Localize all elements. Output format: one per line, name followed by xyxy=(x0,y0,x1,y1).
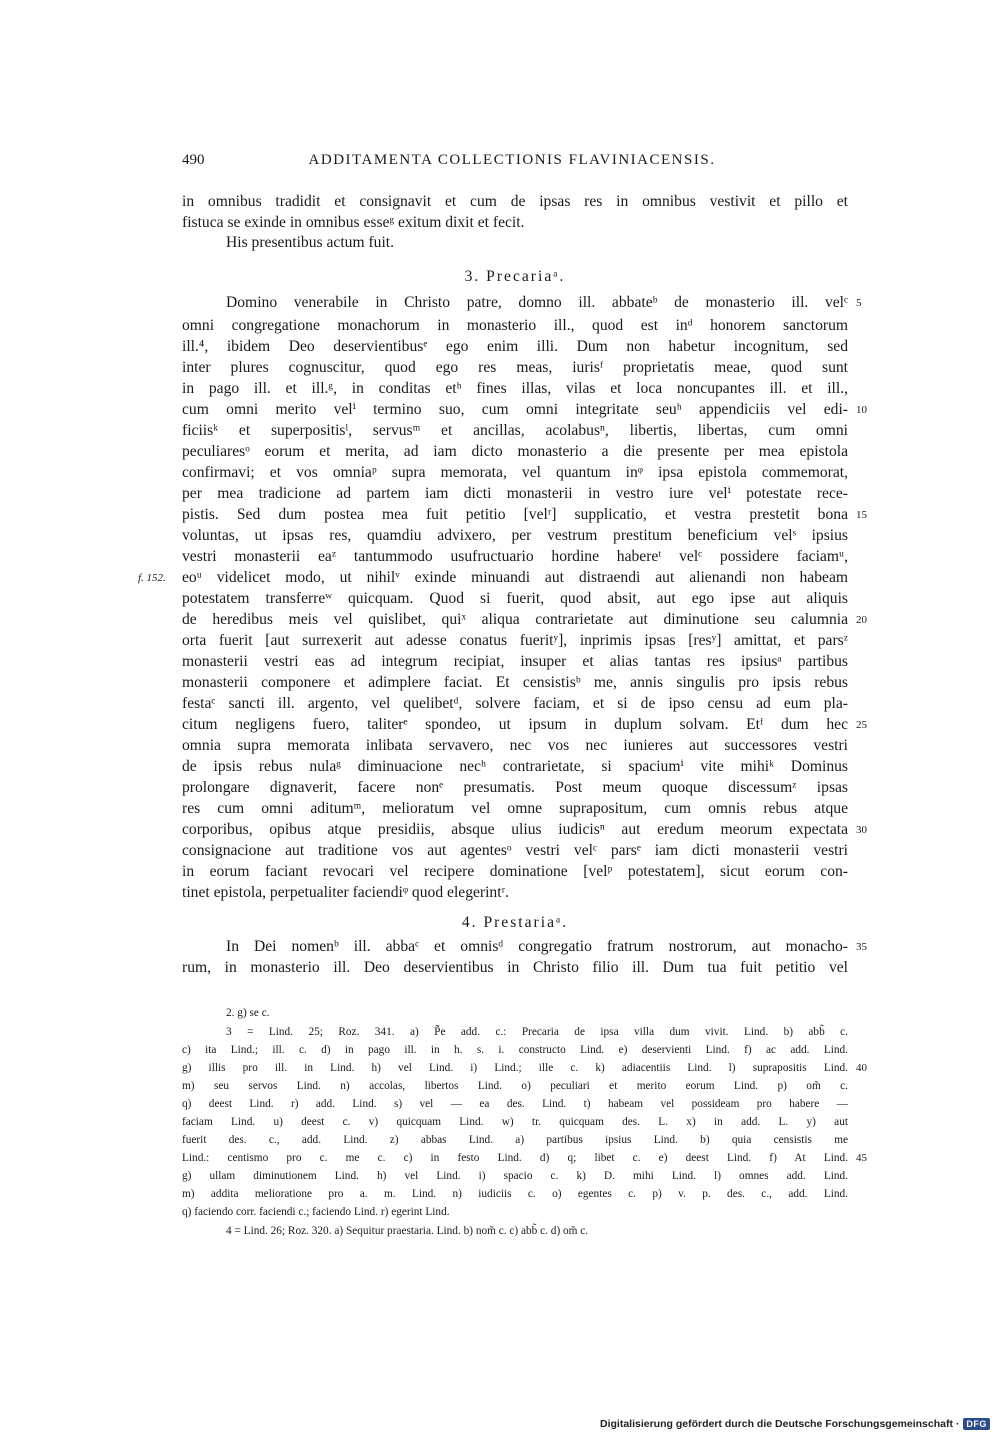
body-line: ill.⁴, ibidem Deo deservientibusᵉ ego enim illi. Dum non habetur incognitum, sed xyxy=(182,338,848,355)
body-line: fistuca se exinde in omnibus esseᵍ exitum dixit et fecit. xyxy=(182,214,525,231)
page-number: 490 xyxy=(182,152,205,168)
page-header xyxy=(182,152,842,172)
body-line: tinet epistola, perpetualiter faciendiᵠ quod elegerintʳ. xyxy=(182,884,509,901)
body-line: res cum omni aditumᵐ, melioratum vel omne suprapositum, cum omnis rebus atque xyxy=(182,800,848,817)
body-line: vestri monasterii eaᶻ tantummodo usufructuario hordine habereᵗ velᶜ possidere faciamᵘ, xyxy=(182,548,848,565)
body-line: In Dei nomenᵇ ill. abbaᶜ et omnisᵈ congregatio fratrum nostrorum, aut monacho- xyxy=(226,938,848,955)
body-line: corporibus, opibus atque presidiis, absque ulius iudicisⁿ aut eredum meorum expectata xyxy=(182,821,848,838)
body-line: in eorum faciant revocari vel recipere dominatione [velᵖ potestatem], sicut eorum con- xyxy=(182,863,848,880)
footnote-line: 4 = Lind. 26; Roz. 320. a) Sequitur praestaria. Lind. b) nom̃ c. c) abb̃ c. d) om̃ c. xyxy=(226,1225,589,1237)
body-line: rum, in monasterio ill. Deo deservientibus in Christo filio ill. Dum tua fuit petitio vel xyxy=(182,959,848,976)
section-heading-prestaria: 4. Prestariaᵃ. xyxy=(461,914,569,931)
line-number: 25 xyxy=(856,719,867,731)
footnote-line: m) seu servos Lind. n) accolas, libertos Lind. o) peculiari et merito eorum Lind. p) om̃ c. xyxy=(182,1080,848,1092)
body-line: in pago ill. et ill.ᵍ, in conditas etʰ fines illas, vilas et loca noncupantes ill. et ill., xyxy=(182,380,848,397)
footnote-line: 3 = Lind. 25; Roz. 341. a) P̃̃e add. c.: Precaria de ipsa villa dum vivit. Lind. b) abb̃ c. xyxy=(226,1026,848,1038)
body-line: omni congregatione monachorum in monasterio ill., quod est inᵈ honorem sanctorum xyxy=(182,317,848,334)
body-line: cum omni merito velⁱ termino suo, cum omni integritate seuʰ appendiciis vel edi- xyxy=(182,401,848,418)
digitization-footer xyxy=(600,1416,990,1432)
body-line: consignacione aut traditione vos aut agentesᵒ vestri velᶜ parsᵉ iam dicti monasterii vestri xyxy=(182,842,848,859)
line-number: 45 xyxy=(856,1152,867,1164)
footnote-line: g) illis pro ill. in Lind. h) vel Lind. i) Lind.; ille c. k) adiacentiis Lind. l) suprapositis Lind. xyxy=(182,1062,848,1074)
body-line: monasterii vestri eas ad integrum recipiat, insuper et alias tantas res ipsiusᵃ partibus xyxy=(182,653,848,670)
footer-text: Digitalisierung gefördert durch die Deutsche Forschungsgemeinschaft · xyxy=(600,1418,960,1430)
body-line: citum negligens fuero, taliterᵉ spondeo, ut ipsum in duplum solvam. Etᶠ dum hec xyxy=(182,716,848,733)
body-line: omnia supra memorata inlibata servavero, nec vos nec iunieres aut successores vestri xyxy=(182,737,848,754)
line-number: 15 xyxy=(856,509,867,521)
dfg-logo-icon: DFG xyxy=(963,1418,990,1430)
footnote-line: g) ullam diminutionem Lind. h) vel Lind. i) spacio c. k) D. mihi Lind. l) omnes add. Lind. xyxy=(182,1170,848,1182)
running-title: ADDITAMENTA COLLECTIONIS FLAVINIACENSIS. xyxy=(308,152,716,168)
footnote-line: Lind.: centismo pro c. me c. c) in festo Lind. d) q; libet c. e) deest Lind. f) At Lind. xyxy=(182,1152,848,1164)
footnote-line: fuerit des. c., add. Lind. z) abbas Lind. a) partibus ipsius Lind. b) quia censistis me xyxy=(182,1134,848,1146)
line-number: 20 xyxy=(856,614,867,626)
body-line: festaᶜ sancti ill. argento, vel quelibetᵈ, solvere faciam, et si de ipso censu ad eum pla- xyxy=(182,695,848,712)
body-line: prolongare dignaverit, facere nonᵉ presumatis. Post meum quoque discessumᶻ ipsas xyxy=(182,779,848,796)
body-line: His presentibus actum fuit. xyxy=(226,234,395,251)
section-heading-precaria: 3. Precariaᵃ. xyxy=(464,268,566,285)
body-line: monasterii componere et adimplere faciat. Et censistisᵇ me, annis singulis pro ipsis rebus xyxy=(182,674,848,691)
body-line: confirmavi; et vos omniaᵖ supra memorata, vel quantum inᵠ ipsa epistola commemorat, xyxy=(182,464,848,481)
body-line: de heredibus meis vel quislibet, quiˣ aliqua contrarietate aut diminutione seu calumnia xyxy=(182,611,848,628)
body-line: orta fuerit [aut surrexerit aut adesse conatus fueritʸ], inprimis ipsas [resʸ] amittat, et parsᶻ xyxy=(182,632,848,649)
footnote-line: q) deest Lind. r) add. Lind. s) vel — ea des. Lind. t) habeam vel possideam pro habere — xyxy=(182,1098,848,1110)
body-line: per mea tradicione ad partem iam dicti monasterii in vestro iure velⁱ potestate rece- xyxy=(182,485,848,502)
body-line: de ipsis rebus nulaᵍ diminuacione necʰ contrarietate, si spaciumⁱ vite mihiᵏ Dominus xyxy=(182,758,848,775)
body-line: inter plures cognuscitur, quod ego res meas, iurisᶠ proprietatis meae, quod sunt xyxy=(182,359,848,376)
body-line: ficiisᵏ et superpositisˡ, servusᵐ et ancillas, acolabusⁿ, libertis, libertas, cum omni xyxy=(182,422,848,439)
line-number: 10 xyxy=(856,404,867,416)
body-line: voluntas, ut ipsas res, quamdiu advixero, per vestrum prestitum beneficium velˢ ipsius xyxy=(182,527,848,544)
line-number: 40 xyxy=(856,1062,867,1074)
margin-folio-note: f. 152. xyxy=(138,572,166,584)
footnote-line: 2. g) se c. xyxy=(226,1007,270,1019)
body-line: potestatem transferreʷ quicquam. Quod si fuerit, quod absit, aut ego ipse aut aliquis xyxy=(182,590,848,607)
line-number: 30 xyxy=(856,824,867,836)
footnote-line: m) addita melioratione pro a. m. Lind. n) iudiciis c. o) egentes c. p) v. p. des. c., add. Lind. xyxy=(182,1188,848,1200)
line-number: 5 xyxy=(856,297,862,309)
body-line: eoᵘ videlicet modo, ut nihilᵛ exinde minuandi aut distraendi aut alienandi non habeam xyxy=(182,569,848,586)
footnote-line: q) faciendo corr. faciendi c.; faciendo Lind. r) egerint Lind. xyxy=(182,1206,450,1218)
body-line: peculiaresᵒ eorum et merita, ad iam dicto monasterio a die presente per mea epistola xyxy=(182,443,848,460)
footnote-line: c) ita Lind.; ill. c. d) in pago ill. in h. s. i. constructo Lind. e) deservienti Lind. f) ac add. Lind. xyxy=(182,1044,848,1056)
footnote-line: faciam Lind. u) deest c. v) quicquam Lind. w) tr. quicquam des. L. x) in add. L. y) aut xyxy=(182,1116,848,1128)
body-line: in omnibus tradidit et consignavit et cum de ipsas res in omnibus vestivit et pillo et xyxy=(182,193,848,210)
body-line: pistis. Sed dum postea mea fuit petitio [velʳ] supplicatio, et vestra prestetit bona xyxy=(182,506,848,523)
line-number: 35 xyxy=(856,941,867,953)
body-line: Domino venerabile in Christo patre, domno ill. abbateᵇ de monasterio ill. velᶜ xyxy=(226,294,848,311)
